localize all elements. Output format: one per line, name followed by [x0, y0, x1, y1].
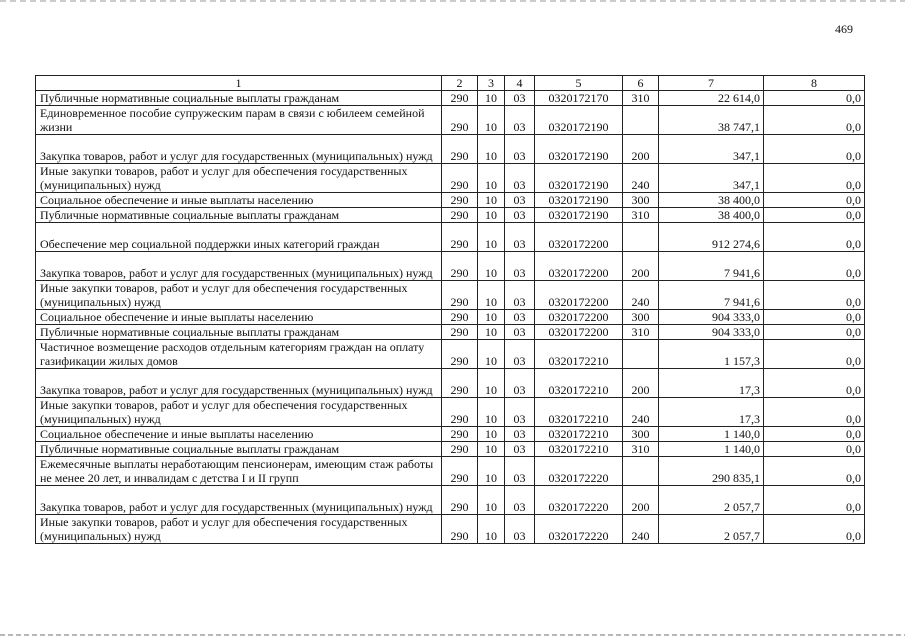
table-row — [36, 91, 865, 106]
expense-type-cell: 240 — [623, 281, 659, 310]
admin-code-cell: 290 — [442, 515, 478, 544]
table-row — [36, 398, 865, 427]
table-row — [36, 281, 865, 310]
amount-cell: 38 400,0 — [659, 193, 764, 208]
amount2-cell: 0,0 — [764, 252, 865, 281]
description-cell: Закупка товаров, работ и услуг для государственных (муниципальных) нужд — [36, 486, 442, 515]
admin-code-cell: 290 — [442, 135, 478, 164]
amount-cell: 1 140,0 — [659, 442, 764, 457]
section-cell: 10 — [478, 164, 505, 193]
target-article-cell: 0320172190 — [535, 208, 623, 223]
amount2-cell: 0,0 — [764, 340, 865, 369]
header-cell: 4 — [505, 76, 535, 91]
description-cell: Частичное возмещение расходов отдельным категориям граждан на оплату газификации жилых домов — [36, 340, 442, 369]
admin-code-cell: 290 — [442, 91, 478, 106]
admin-code-cell: 290 — [442, 164, 478, 193]
amount2-cell: 0,0 — [764, 135, 865, 164]
amount-cell: 17,3 — [659, 398, 764, 427]
section-cell: 10 — [478, 369, 505, 398]
table-row — [36, 457, 865, 486]
table-row — [36, 442, 865, 457]
subsection-cell: 03 — [505, 427, 535, 442]
section-cell: 10 — [478, 208, 505, 223]
admin-code-cell: 290 — [442, 252, 478, 281]
admin-code-cell: 290 — [442, 106, 478, 135]
section-cell: 10 — [478, 486, 505, 515]
table-row — [36, 135, 865, 164]
subsection-cell: 03 — [505, 398, 535, 427]
admin-code-cell: 290 — [442, 310, 478, 325]
expense-type-cell: 200 — [623, 369, 659, 398]
admin-code-cell: 290 — [442, 281, 478, 310]
section-cell: 10 — [478, 310, 505, 325]
section-cell: 10 — [478, 515, 505, 544]
amount-cell: 22 614,0 — [659, 91, 764, 106]
amount2-cell: 0,0 — [764, 193, 865, 208]
target-article-cell: 0320172200 — [535, 325, 623, 340]
amount2-cell: 0,0 — [764, 106, 865, 135]
table-row — [36, 223, 865, 252]
target-article-cell: 0320172200 — [535, 281, 623, 310]
admin-code-cell: 290 — [442, 457, 478, 486]
section-cell: 10 — [478, 135, 505, 164]
amount2-cell: 0,0 — [764, 223, 865, 252]
description-cell: Социальное обеспечение и иные выплаты населению — [36, 310, 442, 325]
description-cell: Публичные нормативные социальные выплаты гражданам — [36, 208, 442, 223]
amount-cell: 290 835,1 — [659, 457, 764, 486]
table-row — [36, 515, 865, 544]
subsection-cell: 03 — [505, 223, 535, 252]
expense-type-cell — [623, 106, 659, 135]
expense-type-cell: 300 — [623, 427, 659, 442]
target-article-cell: 0320172220 — [535, 486, 623, 515]
admin-code-cell: 290 — [442, 486, 478, 515]
subsection-cell: 03 — [505, 442, 535, 457]
target-article-cell: 0320172220 — [535, 457, 623, 486]
amount-cell: 1 157,3 — [659, 340, 764, 369]
target-article-cell: 0320172190 — [535, 135, 623, 164]
section-cell: 10 — [478, 193, 505, 208]
amount2-cell: 0,0 — [764, 310, 865, 325]
expense-type-cell — [623, 457, 659, 486]
expense-type-cell — [623, 223, 659, 252]
expense-type-cell: 310 — [623, 91, 659, 106]
target-article-cell: 0320172210 — [535, 398, 623, 427]
target-article-cell: 0320172220 — [535, 515, 623, 544]
description-cell: Единовременное пособие супружеским парам в связи с юбилеем семейной жизни — [36, 106, 442, 135]
target-article-cell: 0320172210 — [535, 427, 623, 442]
table-row — [36, 193, 865, 208]
amount2-cell: 0,0 — [764, 398, 865, 427]
amount2-cell: 0,0 — [764, 486, 865, 515]
target-article-cell: 0320172200 — [535, 252, 623, 281]
target-article-cell: 0320172170 — [535, 91, 623, 106]
description-cell: Иные закупки товаров, работ и услуг для обеспечения государственных (муниципальных) нужд — [36, 398, 442, 427]
section-cell: 10 — [478, 340, 505, 369]
amount-cell: 904 333,0 — [659, 310, 764, 325]
admin-code-cell: 290 — [442, 398, 478, 427]
section-cell: 10 — [478, 325, 505, 340]
subsection-cell: 03 — [505, 193, 535, 208]
subsection-cell: 03 — [505, 310, 535, 325]
target-article-cell: 0320172210 — [535, 369, 623, 398]
table-row — [36, 208, 865, 223]
section-cell: 10 — [478, 91, 505, 106]
amount2-cell: 0,0 — [764, 164, 865, 193]
description-cell: Публичные нормативные социальные выплаты гражданам — [36, 325, 442, 340]
amount-cell: 904 333,0 — [659, 325, 764, 340]
amount-cell: 912 274,6 — [659, 223, 764, 252]
description-cell: Ежемесячные выплаты неработающим пенсионерам, имеющим стаж работы не менее 20 лет, и инвалидам с детства I и II групп — [36, 457, 442, 486]
admin-code-cell: 290 — [442, 369, 478, 398]
target-article-cell: 0320172190 — [535, 193, 623, 208]
description-cell: Закупка товаров, работ и услуг для государственных (муниципальных) нужд — [36, 369, 442, 398]
target-article-cell: 0320172190 — [535, 164, 623, 193]
page-number: 469 — [835, 22, 853, 36]
amount2-cell: 0,0 — [764, 91, 865, 106]
description-cell: Закупка товаров, работ и услуг для государственных (муниципальных) нужд — [36, 135, 442, 164]
amount-cell: 2 057,7 — [659, 515, 764, 544]
amount2-cell: 0,0 — [764, 369, 865, 398]
table-row — [36, 106, 865, 135]
subsection-cell: 03 — [505, 457, 535, 486]
amount2-cell: 0,0 — [764, 208, 865, 223]
header-cell: 7 — [659, 76, 764, 91]
table-row — [36, 325, 865, 340]
section-cell: 10 — [478, 442, 505, 457]
table-body — [36, 76, 865, 544]
subsection-cell: 03 — [505, 486, 535, 515]
subsection-cell: 03 — [505, 106, 535, 135]
admin-code-cell: 290 — [442, 208, 478, 223]
admin-code-cell: 290 — [442, 325, 478, 340]
description-cell: Иные закупки товаров, работ и услуг для обеспечения государственных (муниципальных) нужд — [36, 515, 442, 544]
header-cell: 3 — [478, 76, 505, 91]
expense-type-cell: 310 — [623, 325, 659, 340]
section-cell: 10 — [478, 457, 505, 486]
header-cell: 1 — [36, 76, 442, 91]
amount-cell: 17,3 — [659, 369, 764, 398]
amount-cell: 1 140,0 — [659, 427, 764, 442]
table-row — [36, 486, 865, 515]
expense-type-cell: 240 — [623, 398, 659, 427]
description-cell: Социальное обеспечение и иные выплаты населению — [36, 427, 442, 442]
description-cell: Публичные нормативные социальные выплаты гражданам — [36, 91, 442, 106]
section-cell: 10 — [478, 281, 505, 310]
expense-type-cell: 200 — [623, 135, 659, 164]
expense-type-cell: 200 — [623, 252, 659, 281]
section-cell: 10 — [478, 106, 505, 135]
amount-cell: 7 941,6 — [659, 252, 764, 281]
amount2-cell: 0,0 — [764, 427, 865, 442]
subsection-cell: 03 — [505, 252, 535, 281]
description-cell: Публичные нормативные социальные выплаты гражданам — [36, 442, 442, 457]
section-cell: 10 — [478, 223, 505, 252]
description-cell: Иные закупки товаров, работ и услуг для обеспечения государственных (муниципальных) нужд — [36, 164, 442, 193]
amount-cell: 347,1 — [659, 164, 764, 193]
amount-cell: 38 747,1 — [659, 106, 764, 135]
table-row — [36, 164, 865, 193]
expense-type-cell: 300 — [623, 310, 659, 325]
amount2-cell: 0,0 — [764, 281, 865, 310]
section-cell: 10 — [478, 427, 505, 442]
amount2-cell: 0,0 — [764, 457, 865, 486]
table-row — [36, 340, 865, 369]
amount-cell: 347,1 — [659, 135, 764, 164]
expense-type-cell: 300 — [623, 193, 659, 208]
subsection-cell: 03 — [505, 164, 535, 193]
description-cell: Иные закупки товаров, работ и услуг для обеспечения государственных (муниципальных) нужд — [36, 281, 442, 310]
admin-code-cell: 290 — [442, 427, 478, 442]
target-article-cell: 0320172200 — [535, 223, 623, 252]
subsection-cell: 03 — [505, 515, 535, 544]
scan-edge-bottom — [0, 634, 905, 636]
expense-type-cell: 310 — [623, 442, 659, 457]
header-cell: 2 — [442, 76, 478, 91]
table-row — [36, 252, 865, 281]
header-cell: 6 — [623, 76, 659, 91]
subsection-cell: 03 — [505, 369, 535, 398]
expense-type-cell — [623, 340, 659, 369]
description-cell: Закупка товаров, работ и услуг для государственных (муниципальных) нужд — [36, 252, 442, 281]
amount2-cell: 0,0 — [764, 442, 865, 457]
admin-code-cell: 290 — [442, 223, 478, 252]
description-cell: Социальное обеспечение и иные выплаты населению — [36, 193, 442, 208]
subsection-cell: 03 — [505, 135, 535, 164]
admin-code-cell: 290 — [442, 340, 478, 369]
subsection-cell: 03 — [505, 340, 535, 369]
header-cell: 8 — [764, 76, 865, 91]
description-cell: Обеспечение мер социальной поддержки иных категорий граждан — [36, 223, 442, 252]
expense-type-cell: 310 — [623, 208, 659, 223]
target-article-cell: 0320172200 — [535, 310, 623, 325]
section-cell: 10 — [478, 252, 505, 281]
amount2-cell: 0,0 — [764, 325, 865, 340]
subsection-cell: 03 — [505, 325, 535, 340]
expense-type-cell: 200 — [623, 486, 659, 515]
expense-type-cell: 240 — [623, 164, 659, 193]
table-row — [36, 369, 865, 398]
header-row — [36, 76, 865, 91]
expense-type-cell: 240 — [623, 515, 659, 544]
table-row — [36, 310, 865, 325]
subsection-cell: 03 — [505, 91, 535, 106]
admin-code-cell: 290 — [442, 442, 478, 457]
subsection-cell: 03 — [505, 208, 535, 223]
amount-cell: 2 057,7 — [659, 486, 764, 515]
amount2-cell: 0,0 — [764, 515, 865, 544]
target-article-cell: 0320172190 — [535, 106, 623, 135]
target-article-cell: 0320172210 — [535, 442, 623, 457]
budget-table — [35, 75, 865, 544]
target-article-cell: 0320172210 — [535, 340, 623, 369]
subsection-cell: 03 — [505, 281, 535, 310]
header-cell: 5 — [535, 76, 623, 91]
amount-cell: 7 941,6 — [659, 281, 764, 310]
table-row — [36, 427, 865, 442]
section-cell: 10 — [478, 398, 505, 427]
scan-edge-top — [0, 0, 905, 2]
admin-code-cell: 290 — [442, 193, 478, 208]
amount-cell: 38 400,0 — [659, 208, 764, 223]
